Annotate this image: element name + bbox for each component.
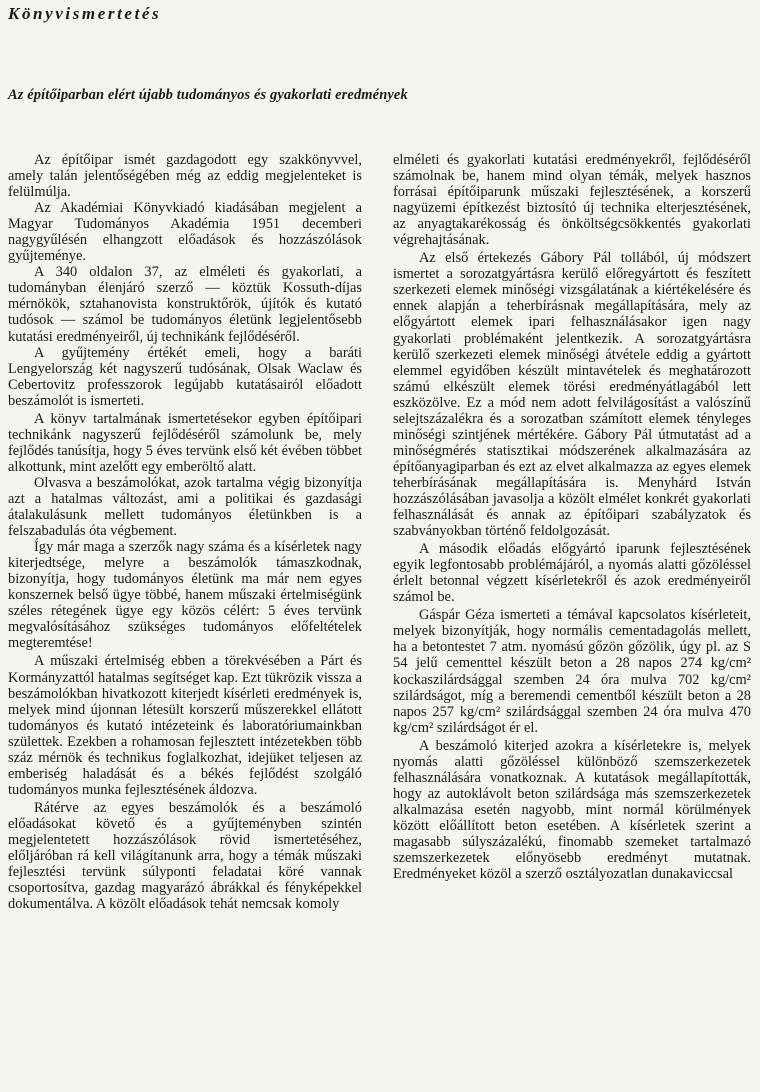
paragraph: Az első értekezés Gábory Pál tollából, új módszert ismertet a sorozatgyártásra kerülő előregyártott és feszített szerkezeti elemek minőségi vizsgálatának a kiértékelésére és ennek alapján a teherbírásnak megállapítására, mely az előgyártott elemek ipari felhasználásakor igen nagy gyakorlati problémaként jelentkezik. A sorozatgyártásra kerülő szerkezeti elemek minőségi átvétele eddig a gyártott elemmel egyidőben készült mintavételek és meghatározott számú elkészült elemek törési eredményátlagából lett eszközölve. Ez a mód nem adott felvilágosítást a valószínű selejtszázalékra és a sorozatban számított elemek tényleges minőségi szintjének mértékére. Gábory Pál útmutatást ad a minőségmérés statisztikai módszerének alkalmazására az építőanyagiparban és ezt az elvet alkalmazza az egyes elemek teherbírásának megállapítására is. Menyhárd István hozzászólásában javasolja a közölt elmélet konkrét gyakorlati felhasználását és annak az építőipari szabályzatok és szabványokban történő feldolgozását. (393, 250, 751, 540)
paragraph: A könyv tartalmának ismertetésekor egyben építőipari technikánk nagyszerű fejlődéséről számolunk be, mely fejlődés tanúsítja, hogy 5 éves tervünk első két évében többet alkottunk, mint azelőtt egy emberöltő alatt. (8, 410, 362, 475)
paragraph: A beszámoló kiterjed azokra a kísérletekre is, melyek nyomás alatti gőzöléssel különböző szemszerkezetek felhasználására vonatkoznak. A kutatások megállapították, hogy az autoklávolt beton szilárdsága más szemszerkezetek alkalmazása esetén nagyobb, mint normál körülmények között előállított beton esetében. A kísérletek szerint a magasabb súlyszázalékú, finomabb szemeket tartalmazó szemszerkezetek előnyösebb eredményt mutatnak. Eredményeket közöl a szerző osztályozatlan dunakaviccsal (393, 737, 751, 883)
right-column (393, 152, 751, 882)
section-heading: Könyvismertetés (8, 4, 162, 23)
paragraph: Gáspár Géza ismerteti a témával kapcsolatos kísérleteit, melyek bizonyítják, hogy normális cementadagolás mellett, ha a betontestet 7 atm. nyomású gőzön gőzölik, úgy pl. az S 54 jelű cementtel készült beton a 28 napos 274 kg/cm² kockaszilárdsággal szemben 24 óra mulva 702 kg/cm² szilárdságot, míg a beremendi cementből készült beton a 28 napos 257 kg/cm² szilárdsággal szemben 24 óra mulva 470 kg/cm² szilárdságot ér el. (393, 607, 751, 736)
paragraph-continued: elméleti és gyakorlati kutatási eredményekről, fejlődéséről számolnak be, hanem mind olyan témák, melyek hasznos forrásai építőiparunk műszaki fejlesztésének, a korszerű nagyüzemi építkezést biztosító új technika elterjesztésének, az anyagtakarékosság és önköltségcsökkentés gyakorlati végrehajtásának. (393, 152, 751, 249)
left-column (8, 152, 362, 912)
paragraph: Így már maga a szerzők nagy száma és a kísérletek nagy kiterjedtsége, melyre a beszámolók támaszkodnak, bizonyítja, hogy tudományos életünk ma már nem egyes konszernek belső ügye többé, hanem műszaki értelmiségünk széles rétegének ügye egy közös célért: 5 éves tervünk megvalósításához szükséges tudományos előfeltételek megteremtése! (8, 539, 362, 652)
paragraph: A gyűjtemény értékét emeli, hogy a baráti Lengyelország két nagyszerű tudósának, Olsak Waclaw és Cebertovitz professzorok legújabb kutatásairól előadott beszámolót is ismerteti. (8, 344, 362, 409)
paragraph: Rátérve az egyes beszámolók és a beszámoló előadásokat követő és a gyűjteményben szintén megjelentetett hozzászólások rövid ismertetéséhez, előljáróban rá kell világítanunk arra, hogy a témák műszaki fejlesztési tervünk súlyponti feladatai köré vannak csoportosítva, gazdag magyarázó ábrákkal és fényképekkel dokumentálva. A közölt előadások tehát nemcsak komoly (8, 799, 362, 913)
paragraph: Olvasva a beszámolókat, azok tartalma végig bizonyítja azt a hatalmas változást, ami a politikai és gazdasági átalakulásunk mellett tudományos életünkben is a felszabadulás óta végbement. (8, 474, 362, 540)
paragraph: Az építőipar ismét gazdagodott egy szakkönyvvel, amely talán jelentőségében még az eddig megjelenteket is felülmúlja. (8, 152, 362, 201)
paragraph: A második előadás előgyártó iparunk fejlesztésének egyik legfontosabb problémájáról, a nyomás alatti gőzöléssel érlelt betonnal végzett kísérletekről és azok eredményeiről számol be. (393, 541, 751, 606)
paragraph: A 340 oldalon 37, az elméleti és gyakorlati, a tudományban élenjáró szerző — köztük Kossuth-díjas mérnökök, sztahanovista konstruktőrök, újítók és kutató tudósok — számol be tudományos életünk legjelentősebb kutatási eredményeiről, új technikánk fejlődéséről. (8, 264, 362, 345)
article-title: Az építőiparban elért újabb tudományos és gyakorlati eredmények (8, 87, 408, 103)
paragraph: A műszaki értelmiség ebben a törekvésében a Párt és Kormányzattól hatalmas segítséget kap. Ezt tükrözik vissza a beszámolókban hivatkozott kiterjedt kísérleti eredmények is, melyek mind újonnan létesült korszerű műszerekkel ellátott tudományos és kutató intézeteink és laboratóriumainkban születtek. Ezekben a rohamosan fejlesztett intézetekben több száz mérnök és technikus foglalkozhat, idejüket teljesen az emberiség haladását és a békés fejlődést szolgáló tudományos munka fejlesztésének áldozva. (8, 653, 362, 798)
paragraph: Az Akadémiai Könyvkiadó kiadásában megjelent a Magyar Tudományos Akadémia 1951 decemberi nagygyűlésén elhangzott előadások és hozzászólások gyűjteménye. (8, 200, 362, 265)
